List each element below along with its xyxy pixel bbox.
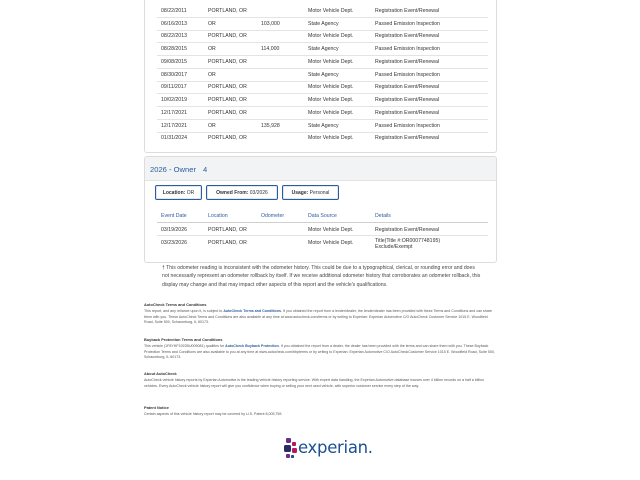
col-details: Details	[375, 213, 391, 219]
event-source: State Agency	[308, 122, 339, 129]
event-source: Motor Vehicle Dept.	[308, 97, 354, 104]
terms-text-1: This report, and any reliance upon it, is subject to	[144, 308, 223, 313]
event-location: PORTLAND, OR	[208, 33, 247, 40]
table-row	[157, 94, 488, 108]
about-title: About AutoCheck	[144, 371, 177, 376]
buyback-section	[144, 337, 496, 361]
experian-wordmark: experian.	[298, 438, 373, 457]
event-date: 03/23/2026	[161, 239, 187, 246]
event-date: 08/22/2013	[161, 33, 187, 40]
event-source: Motor Vehicle Dept.	[308, 84, 354, 91]
event-odometer: 114,000	[261, 46, 280, 53]
patent-section	[144, 405, 496, 418]
event-source: Motor Vehicle Dept.	[308, 226, 354, 233]
event-date: 01/31/2024	[161, 135, 187, 142]
event-source: Motor Vehicle Dept.	[308, 135, 354, 142]
location-label: Location:	[162, 189, 186, 196]
event-details: Registration Event/Renewal	[375, 226, 440, 233]
table-row	[157, 43, 488, 57]
event-location: OR	[208, 122, 216, 129]
event-location: PORTLAND, OR	[208, 84, 247, 91]
event-location: OR	[208, 46, 216, 53]
terms-section	[144, 302, 496, 326]
owner-table-header	[157, 210, 488, 223]
usage-label: Usage:	[291, 189, 309, 196]
table-row	[157, 17, 488, 31]
buyback-text	[144, 344, 496, 361]
location-badge	[155, 185, 202, 200]
event-location: PORTLAND, OR	[208, 239, 247, 246]
event-date: 09/11/2017	[161, 84, 187, 91]
event-details: Passed Emission Inspection	[375, 20, 440, 27]
terms-link[interactable]: AutoCheck Terms and Conditions	[223, 308, 281, 313]
location-value: OR	[186, 189, 195, 196]
patent-title: Patent Notice	[144, 405, 169, 410]
event-location: PORTLAND, OR	[208, 97, 247, 104]
event-details: Registration Event/Renewal	[375, 97, 440, 104]
event-details: Passed Emission Inspection	[375, 71, 440, 78]
event-source: Motor Vehicle Dept.	[308, 33, 354, 40]
owner-title	[150, 165, 207, 174]
buyback-title: Buyback Protection Terms and Conditions	[144, 337, 223, 342]
patent-text: Certain aspects of this vehicle history report may be covered by U.S. Patent 8,005,759.	[144, 411, 283, 416]
owned-from-badge	[206, 185, 278, 200]
event-details: Registration Event/Renewal	[375, 58, 440, 65]
terms-text	[144, 309, 496, 326]
event-source: State Agency	[308, 46, 339, 53]
event-date: 12/17/2021	[161, 109, 187, 116]
event-details: Registration Event/Renewal	[375, 109, 440, 116]
owner-header	[145, 157, 496, 181]
odometer-footnote: † This odometer reading is inconsistent with the odometer history. This could be due to a typographical, clerical, or rounding error and does not necessarily represent an odometer rollback by itself. If we receive additional odometer history that corroborates an odometer rollback, this display may change and that may impact other aspects of this report and the vehicle's qualifications.	[162, 265, 481, 288]
event-date: 03/19/2026	[161, 226, 187, 233]
event-location: OR	[208, 20, 216, 27]
table-row	[157, 30, 488, 44]
event-date: 06/16/2013	[161, 20, 187, 27]
table-row	[157, 119, 488, 133]
table-row	[157, 236, 488, 252]
event-source: Motor Vehicle Dept.	[308, 58, 354, 65]
event-source: State Agency	[308, 20, 339, 27]
about-section	[144, 371, 496, 389]
event-location: PORTLAND, OR	[208, 7, 247, 14]
experian-dots-icon	[283, 437, 299, 463]
event-source: State Agency	[308, 71, 339, 78]
owned-from-value: 03/2026	[249, 189, 268, 196]
col-data-source: Data Source	[308, 213, 337, 219]
event-details: Registration Event/Renewal	[375, 84, 440, 91]
event-date: 09/08/2015	[161, 58, 187, 65]
table-row	[157, 81, 488, 95]
event-details: Registration Event/Renewal	[375, 135, 440, 142]
event-odometer: 135,928	[261, 122, 280, 129]
owner-number: 4	[203, 165, 208, 174]
event-details: Registration Event/Renewal	[375, 7, 440, 14]
table-row	[157, 4, 488, 18]
event-odometer: 103,000	[261, 20, 280, 27]
event-location: PORTLAND, OR	[208, 109, 247, 116]
event-details-line-1: Title(Title #:OR0007748195)	[375, 237, 441, 244]
buyback-link[interactable]: AutoCheck Buyback Protection	[225, 343, 279, 348]
terms-text-2: . If you obtained the report from a lender/dealer, the lender/dealer has been provided with these Terms and Conditions and can share them with you. These AutoCheck Terms and Conditions are also available at any time at www.autocheck.com/terms or by writing to Experian: Experian Automotive C/O AutoCheck Customer Service 1015 E. Woodfield Road, Suite 500, Schaumburg, IL 60173.	[144, 308, 493, 325]
table-row	[157, 106, 488, 120]
terms-title: AutoCheck Terms and Conditions	[144, 302, 207, 307]
event-source: Motor Vehicle Dept.	[308, 7, 354, 14]
event-details-line-2: Exclude/Exempt	[375, 244, 413, 250]
owner-card	[144, 156, 497, 263]
event-date: 08/30/2017	[161, 71, 187, 78]
owner-year-label: 2026 - Owner	[150, 165, 197, 174]
usage-value: Personal	[309, 189, 330, 196]
event-details: Passed Emission Inspection	[375, 46, 440, 53]
event-location: PORTLAND, OR	[208, 58, 247, 65]
event-source: Motor Vehicle Dept.	[308, 109, 354, 116]
event-date: 08/28/2015	[161, 46, 187, 53]
event-date: 08/22/2011	[161, 7, 187, 14]
event-details	[375, 238, 440, 250]
event-date: 10/02/2019	[161, 97, 187, 104]
event-source: Motor Vehicle Dept.	[308, 239, 354, 246]
event-location: PORTLAND, OR	[208, 226, 247, 233]
experian-logo	[283, 437, 373, 463]
owned-from-label: Owned From:	[216, 189, 249, 196]
event-location: OR	[208, 71, 216, 78]
col-event-date: Event Date	[161, 213, 187, 219]
event-location: PORTLAND, OR	[208, 135, 247, 142]
about-text: AutoCheck vehicle history reports by Experian Automotive is the leading vehicle history reporting service. With expert data handling, the Experian Automotive database houses over 4 billion records on a half a billion vehicles. Every AutoCheck vehicle history report will give you confidence when buying or selling your next used vehicle, with superior customer service every step of the way.	[144, 377, 484, 388]
table-row	[157, 55, 488, 69]
table-row	[157, 132, 488, 145]
table-row	[157, 223, 488, 236]
table-row	[157, 68, 488, 82]
event-details: Passed Emission Inspection	[375, 122, 440, 129]
buyback-text-2: . If you obtained the report from a dealer, the dealer has been provided with the terms and can share them with you. These Buyback Protection Terms and Conditions are also available to you at any time at www.autocheck.com/bbpterms or by writing to Experian: Experian Automotive C/O AutoCheckCustomer Service 1015 E. Woodfield Road, Suite 500, Schaumburg, IL 60173.	[144, 343, 495, 360]
event-date: 12/17/2021	[161, 122, 187, 129]
history-card	[144, 0, 497, 153]
event-details: Registration Event/Renewal	[375, 33, 440, 40]
col-odometer: Odometer	[261, 213, 285, 219]
buyback-text-1: This vehicle (1F8YHF1922BU009081) qualifies for	[144, 343, 225, 348]
usage-badge	[282, 185, 339, 200]
col-location: Location	[208, 213, 228, 219]
